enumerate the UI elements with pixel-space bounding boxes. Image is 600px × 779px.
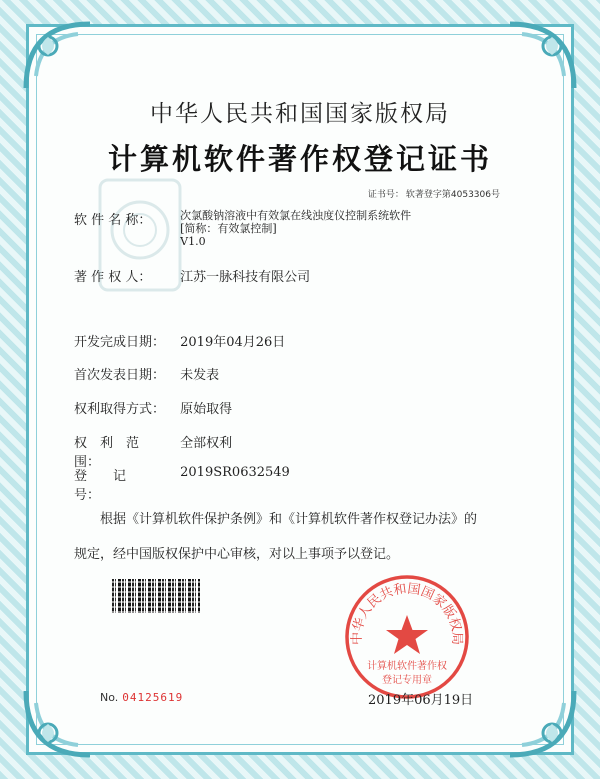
- certificate-number: [366, 187, 500, 200]
- field-value: 江苏一脉科技有限公司: [180, 270, 311, 285]
- corner-ornament-icon: [18, 16, 98, 96]
- corner-ornament-icon: [502, 16, 582, 96]
- field-completion-date: [74, 331, 285, 350]
- field-acquisition-method: [74, 398, 232, 417]
- field-value: 2019SR0632549: [180, 465, 290, 480]
- field-label: 首次发表日期：: [74, 368, 166, 383]
- field-publish-date: [74, 364, 219, 383]
- serial-number: [100, 691, 183, 704]
- seal-star-icon: [386, 615, 428, 654]
- cert-number-value: 软著登字第4053306号: [405, 190, 500, 200]
- authority-title: 中华人民共和国国家版权局: [150, 101, 450, 127]
- barcode-icon: [112, 579, 200, 613]
- serial-number-value: 04125619: [122, 691, 184, 704]
- field-label: 权 利 范 围：: [74, 436, 153, 470]
- field-label: 权利取得方式：: [74, 402, 166, 417]
- field-copyright-owner: [74, 266, 310, 285]
- field-label: 软 件 名 称：: [74, 213, 152, 228]
- field-label: 著 作 权 人：: [74, 270, 152, 285]
- field-label: 登 记 号：: [74, 469, 153, 503]
- field-value: 全部权利: [180, 436, 233, 451]
- seal-inner-line2: 登记专用章: [382, 675, 432, 686]
- legal-statement-line: 根据《计算机软件保护条例》和《计算机软件著作权登记办法》的: [74, 512, 478, 527]
- cert-number-label: 证书号：: [367, 190, 404, 200]
- official-seal: [343, 573, 471, 701]
- seal-outer-text: 中华人民共和国国家版权局: [349, 581, 465, 646]
- seal-inner-line1: 计算机软件著作权: [367, 661, 447, 672]
- corner-ornament-icon: [502, 683, 582, 763]
- field-label: 开发完成日期：: [74, 335, 166, 350]
- field-registration-number: [74, 465, 290, 503]
- software-short-name: [简称：有效氯控制]: [180, 222, 277, 235]
- software-full-name: 次氯酸钠溶液中有效氯在线浊度仪控制系统软件: [180, 209, 412, 222]
- field-value: 原始取得: [180, 402, 233, 417]
- legal-statement-line: 规定，经中国版权保护中心审核，对以上事项予以登记。: [74, 547, 400, 562]
- issue-date: 2019年06月19日: [368, 693, 474, 708]
- certificate-title: 计算机软件著作权登记证书: [107, 142, 492, 176]
- corner-ornament-icon: [18, 683, 98, 763]
- software-version: V1.0: [180, 235, 206, 248]
- field-value: 未发表: [180, 368, 220, 383]
- field-software-name: [74, 209, 411, 248]
- software-name-value: [180, 209, 411, 248]
- serial-prefix: No.: [100, 691, 119, 704]
- field-value: 2019年04月26日: [180, 335, 286, 350]
- legal-statement: [74, 502, 534, 572]
